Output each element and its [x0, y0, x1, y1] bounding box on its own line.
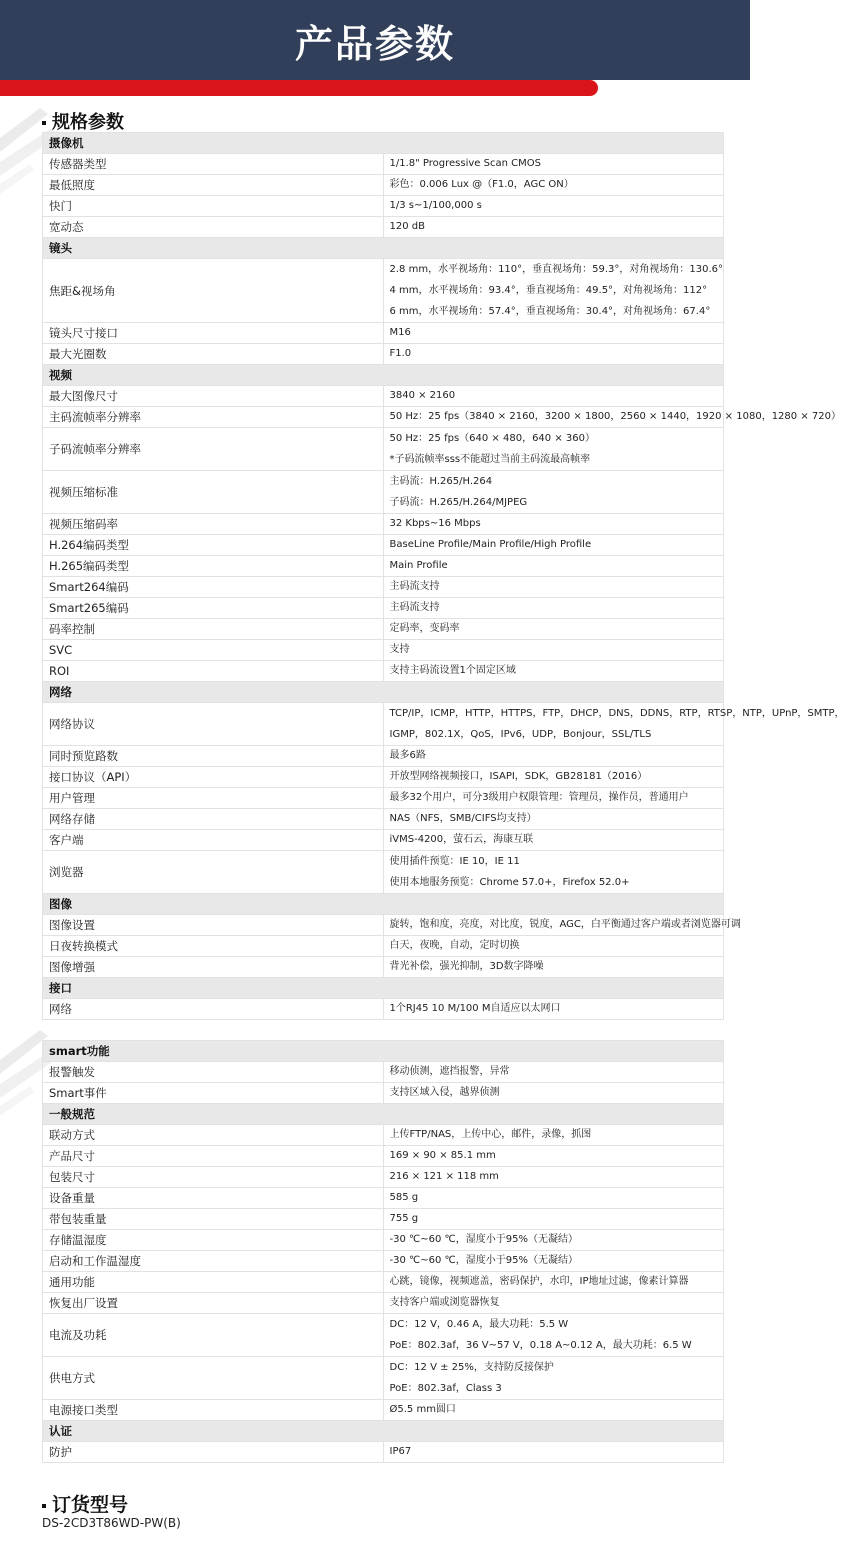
spec-row — [43, 851, 724, 894]
spec-value-line: 主码流：H.265/H.264 — [389, 476, 493, 487]
spec-table-continued — [42, 1040, 724, 1463]
spec-value — [383, 175, 724, 196]
spec-label: Smart事件 — [43, 1083, 384, 1104]
spec-label: 镜头尺寸接口 — [43, 323, 384, 344]
spec-value-line: Ø5.5 mm圆口 — [389, 1404, 456, 1415]
bullet-icon — [42, 1504, 46, 1508]
spec-value — [383, 936, 724, 957]
category-row — [43, 1421, 724, 1442]
spec-label: 设备重量 — [43, 1188, 384, 1209]
spec-label: 网络存储 — [43, 809, 384, 830]
spec-value-line: 120 dB — [389, 221, 425, 232]
spec-value-line: 6 mm，水平视场角：57.4°，垂直视场角：30.4°，对角视场角：67.4° — [389, 306, 711, 317]
spec-label: Smart264编码 — [43, 577, 384, 598]
spec-value-line: 开放型网络视频接口，ISAPI，SDK，GB28181（2016） — [389, 771, 648, 782]
spec-value — [383, 577, 724, 598]
category-label: 镜头 — [43, 238, 724, 259]
category-row — [43, 133, 724, 154]
spec-label: 子码流帧率分辨率 — [43, 428, 384, 471]
spec-value-line: 上传FTP/NAS，上传中心，邮件，录像，抓图 — [389, 1129, 592, 1140]
spec-label: 包装尺寸 — [43, 1167, 384, 1188]
spec-row — [43, 1357, 724, 1400]
spec-label: 网络协议 — [43, 703, 384, 746]
spec-value — [383, 217, 724, 238]
spec-row — [43, 577, 724, 598]
spec-value-line: Main Profile — [389, 560, 448, 571]
spec-value-line: 背光补偿，强光抑制，3D数字降噪 — [389, 961, 544, 972]
spec-label: 视频压缩码率 — [43, 514, 384, 535]
spec-label: 带包装重量 — [43, 1209, 384, 1230]
spec-label: 码率控制 — [43, 619, 384, 640]
spec-value — [383, 851, 724, 894]
spec-row — [43, 999, 724, 1020]
spec-label: 浏览器 — [43, 851, 384, 894]
spec-row — [43, 1400, 724, 1421]
category-row — [43, 1104, 724, 1125]
spec-value — [383, 1062, 724, 1083]
spec-value — [383, 703, 845, 746]
spec-value-line: 最多32个用户，可分3级用户权限管理：管理员，操作员，普通用户 — [389, 792, 689, 803]
spec-value — [383, 514, 724, 535]
spec-value-line: 2.8 mm，水平视场角：110°，垂直视场角：59.3°，对角视场角：130.6° — [389, 264, 724, 275]
spec-value-line: 心跳，镜像，视频遮盖，密码保护，水印，IP地址过滤，像素计算器 — [389, 1276, 689, 1287]
spec-value — [383, 788, 724, 809]
spec-value-line: 支持 — [389, 644, 410, 655]
spec-label: 产品尺寸 — [43, 1146, 384, 1167]
spec-label: 客户端 — [43, 830, 384, 851]
spec-label: 网络 — [43, 999, 384, 1020]
spec-value-line: 主码流支持 — [389, 602, 440, 613]
category-row — [43, 1041, 724, 1062]
spec-label: H.264编码类型 — [43, 535, 384, 556]
spec-row — [43, 830, 724, 851]
spec-label: 主码流帧率分辨率 — [43, 407, 384, 428]
spec-row — [43, 386, 724, 407]
spec-value-line: 50 Hz：25 fps（3840 × 2160，3200 × 1800，2560 × 1440，1920 × 1080，1280 × 720） — [389, 411, 841, 422]
spec-value-line: -30 ℃~60 ℃，湿度小于95%（无凝结） — [389, 1234, 578, 1245]
spec-table — [42, 132, 845, 1020]
spec-row — [43, 1314, 724, 1357]
spec-value — [383, 1230, 724, 1251]
spec-value-line: 支持客户端或浏览器恢复 — [389, 1297, 500, 1308]
spec-value — [383, 1251, 724, 1272]
spec-value-line: 169 × 90 × 85.1 mm — [389, 1150, 496, 1161]
spec-value — [383, 1167, 724, 1188]
spec-row — [43, 428, 724, 471]
spec-value-line: *子码流帧率sss不能超过当前主码流最高帧率 — [389, 454, 591, 465]
spec-row — [43, 703, 724, 746]
spec-value — [383, 640, 724, 661]
spec-value — [383, 386, 724, 407]
spec-row — [43, 661, 724, 682]
spec-row — [43, 1209, 724, 1230]
spec-value-line: 50 Hz：25 fps（640 × 480，640 × 360） — [389, 433, 595, 444]
spec-value-line: 白天，夜晚，自动，定时切换 — [389, 940, 520, 951]
spec-value — [383, 619, 724, 640]
spec-value-line: 支持区域入侵，越界侦测 — [389, 1087, 500, 1098]
category-label: 图像 — [43, 894, 724, 915]
spec-row — [43, 1083, 724, 1104]
category-label: 视频 — [43, 365, 724, 386]
spec-label: 宽动态 — [43, 217, 384, 238]
spec-value — [383, 1400, 724, 1421]
spec-row — [43, 556, 724, 577]
spec-label: 日夜转换模式 — [43, 936, 384, 957]
spec-value-line: 子码流：H.265/H.264/MJPEG — [389, 497, 528, 508]
spec-value-line: PoE：802.3af，Class 3 — [389, 1383, 502, 1394]
spec-value-line: DC：12 V，0.46 A，最大功耗：5.5 W — [389, 1319, 569, 1330]
spec-row — [43, 767, 724, 788]
spec-value-line: 使用插件预览：IE 10，IE 11 — [389, 856, 520, 867]
spec-value — [383, 1272, 724, 1293]
spec-value-line: 定码率，变码率 — [389, 623, 460, 634]
spec-label: 启动和工作温湿度 — [43, 1251, 384, 1272]
spec-row — [43, 1062, 724, 1083]
spec-value — [383, 1125, 724, 1146]
spec-value — [383, 323, 724, 344]
spec-value-line: DC：12 V ± 25%，支持防反接保护 — [389, 1362, 554, 1373]
spec-label: 图像增强 — [43, 957, 384, 978]
spec-row — [43, 217, 724, 238]
spec-value — [383, 915, 741, 936]
spec-row — [43, 1230, 724, 1251]
spec-row — [43, 1251, 724, 1272]
spec-value — [383, 830, 724, 851]
spec-value — [383, 407, 841, 428]
spec-row — [43, 640, 724, 661]
spec-value-line: 支持主码流设置1个固定区域 — [389, 665, 516, 676]
spec-value — [383, 535, 724, 556]
spec-label: 恢复出厂设置 — [43, 1293, 384, 1314]
spec-label: 视频压缩标准 — [43, 471, 384, 514]
spec-label: 最大光圈数 — [43, 344, 384, 365]
spec-label: 同时预览路数 — [43, 746, 384, 767]
spec-value — [383, 1293, 724, 1314]
spec-value-line: 755 g — [389, 1213, 419, 1224]
spec-value-line: 旋转，饱和度，亮度，对比度，锐度，AGC，白平衡通过客户端或者浏览器可调 — [389, 919, 741, 930]
spec-label: Smart265编码 — [43, 598, 384, 619]
spec-value — [383, 999, 724, 1020]
spec-value — [383, 154, 724, 175]
spec-value-line: 移动侦测，遮挡报警，异常 — [389, 1066, 510, 1077]
spec-row — [43, 619, 724, 640]
category-label: 一般规范 — [43, 1104, 724, 1125]
category-label: 接口 — [43, 978, 724, 999]
category-label: smart功能 — [43, 1041, 724, 1062]
spec-row — [43, 1125, 724, 1146]
spec-row — [43, 1272, 724, 1293]
spec-row — [43, 196, 724, 217]
spec-value-line: BaseLine Profile/Main Profile/High Profile — [389, 539, 592, 550]
spec-value-line: 最多6路 — [389, 750, 426, 761]
spec-label: 电源接口类型 — [43, 1400, 384, 1421]
spec-value-line: 彩色：0.006 Lux @（F1.0，AGC ON） — [389, 179, 574, 190]
spec-value — [383, 259, 724, 323]
order-section-title: 订货型号 — [42, 1490, 128, 1517]
spec-value-line: 1/3 s~1/100,000 s — [389, 200, 482, 211]
spec-value — [383, 1146, 724, 1167]
spec-label: 最低照度 — [43, 175, 384, 196]
spec-value — [383, 428, 724, 471]
spec-value — [383, 746, 724, 767]
red-accent-bar — [0, 80, 598, 96]
spec-label: 防护 — [43, 1442, 384, 1463]
spec-value-line: 1个RJ45 10 M/100 M自适应以太网口 — [389, 1003, 561, 1014]
spec-value — [383, 1188, 724, 1209]
spec-row — [43, 1293, 724, 1314]
spec-value — [383, 809, 724, 830]
spec-value-line: PoE：802.3af，36 V~57 V，0.18 A~0.12 A，最大功耗：6.5 W — [389, 1340, 692, 1351]
spec-label: H.265编码类型 — [43, 556, 384, 577]
spec-value-line: IP67 — [389, 1446, 412, 1457]
category-label: 摄像机 — [43, 133, 724, 154]
category-label: 网络 — [43, 682, 724, 703]
spec-row — [43, 809, 724, 830]
spec-row — [43, 535, 724, 556]
spec-label: 供电方式 — [43, 1357, 384, 1400]
spec-label: 存储温湿度 — [43, 1230, 384, 1251]
category-row — [43, 894, 724, 915]
spec-label: 联动方式 — [43, 1125, 384, 1146]
spec-value — [383, 196, 724, 217]
category-row — [43, 365, 724, 386]
spec-value — [383, 1314, 724, 1357]
spec-row — [43, 788, 724, 809]
spec-row — [43, 1188, 724, 1209]
spec-row — [43, 598, 724, 619]
spec-row — [43, 514, 724, 535]
spec-value — [383, 1209, 724, 1230]
spec-value — [383, 471, 724, 514]
spec-row — [43, 1442, 724, 1463]
spec-label: 图像设置 — [43, 915, 384, 936]
spec-value — [383, 598, 724, 619]
spec-row — [43, 407, 724, 428]
spec-value-line: 216 × 121 × 118 mm — [389, 1171, 499, 1182]
spec-row — [43, 259, 724, 323]
spec-row — [43, 175, 724, 196]
spec-label: 传感器类型 — [43, 154, 384, 175]
spec-row — [43, 344, 724, 365]
spec-label: 最大图像尺寸 — [43, 386, 384, 407]
spec-value-line: NAS（NFS，SMB/CIFS均支持） — [389, 813, 537, 824]
spec-value-line: 使用本地服务预览：Chrome 57.0+，Firefox 52.0+ — [389, 877, 630, 888]
spec-row — [43, 746, 724, 767]
spec-value-line: iVMS-4200，萤石云，海康互联 — [389, 834, 534, 845]
spec-value-line: 3840 × 2160 — [389, 390, 456, 401]
spec-label: 快门 — [43, 196, 384, 217]
category-row — [43, 978, 724, 999]
spec-value-line: TCP/IP，ICMP，HTTP，HTTPS，FTP，DHCP，DNS，DDNS，RTP，RTSP，NTP，UPnP，SMTP， — [389, 708, 845, 719]
spec-value-line: M16 — [389, 327, 411, 338]
spec-value — [383, 957, 724, 978]
spec-value-line: 主码流支持 — [389, 581, 440, 592]
spec-value — [383, 1083, 724, 1104]
spec-value — [383, 661, 724, 682]
spec-label: SVC — [43, 640, 384, 661]
spec-label: 电流及功耗 — [43, 1314, 384, 1357]
spec-row — [43, 1167, 724, 1188]
spec-value — [383, 344, 724, 365]
spec-row — [43, 915, 724, 936]
spec-row — [43, 936, 724, 957]
spec-label: ROI — [43, 661, 384, 682]
spec-row — [43, 323, 724, 344]
spec-section-title: 规格参数 — [42, 108, 124, 134]
spec-value — [383, 1357, 724, 1400]
category-row — [43, 682, 724, 703]
spec-value-line: 1/1.8" Progressive Scan CMOS — [389, 158, 541, 169]
bullet-icon — [42, 121, 46, 125]
spec-value — [383, 767, 724, 788]
spec-label: 接口协议（API） — [43, 767, 384, 788]
spec-value-line: -30 ℃~60 ℃，湿度小于95%（无凝结） — [389, 1255, 578, 1266]
spec-value — [383, 1442, 724, 1463]
spec-value-line: F1.0 — [389, 348, 412, 359]
category-label: 认证 — [43, 1421, 724, 1442]
spec-value-line: 4 mm，水平视场角：93.4°，垂直视场角：49.5°，对角视场角：112° — [389, 285, 708, 296]
spec-value-line: 32 Kbps~16 Mbps — [389, 518, 481, 529]
spec-value-line: 585 g — [389, 1192, 419, 1203]
spec-label: 焦距&视场角 — [43, 259, 384, 323]
spec-row — [43, 471, 724, 514]
spec-row — [43, 957, 724, 978]
spec-value — [383, 556, 724, 577]
spec-label: 通用功能 — [43, 1272, 384, 1293]
spec-label: 报警触发 — [43, 1062, 384, 1083]
spec-row — [43, 154, 724, 175]
page-header — [0, 0, 750, 80]
category-row — [43, 238, 724, 259]
spec-label: 用户管理 — [43, 788, 384, 809]
order-model-number: DS-2CD3T86WD-PW(B) — [42, 1516, 181, 1530]
page-title: 产品参数 — [294, 21, 455, 66]
spec-row — [43, 1146, 724, 1167]
spec-value-line: IGMP，802.1X，QoS，IPv6，UDP，Bonjour，SSL/TLS — [389, 729, 652, 740]
